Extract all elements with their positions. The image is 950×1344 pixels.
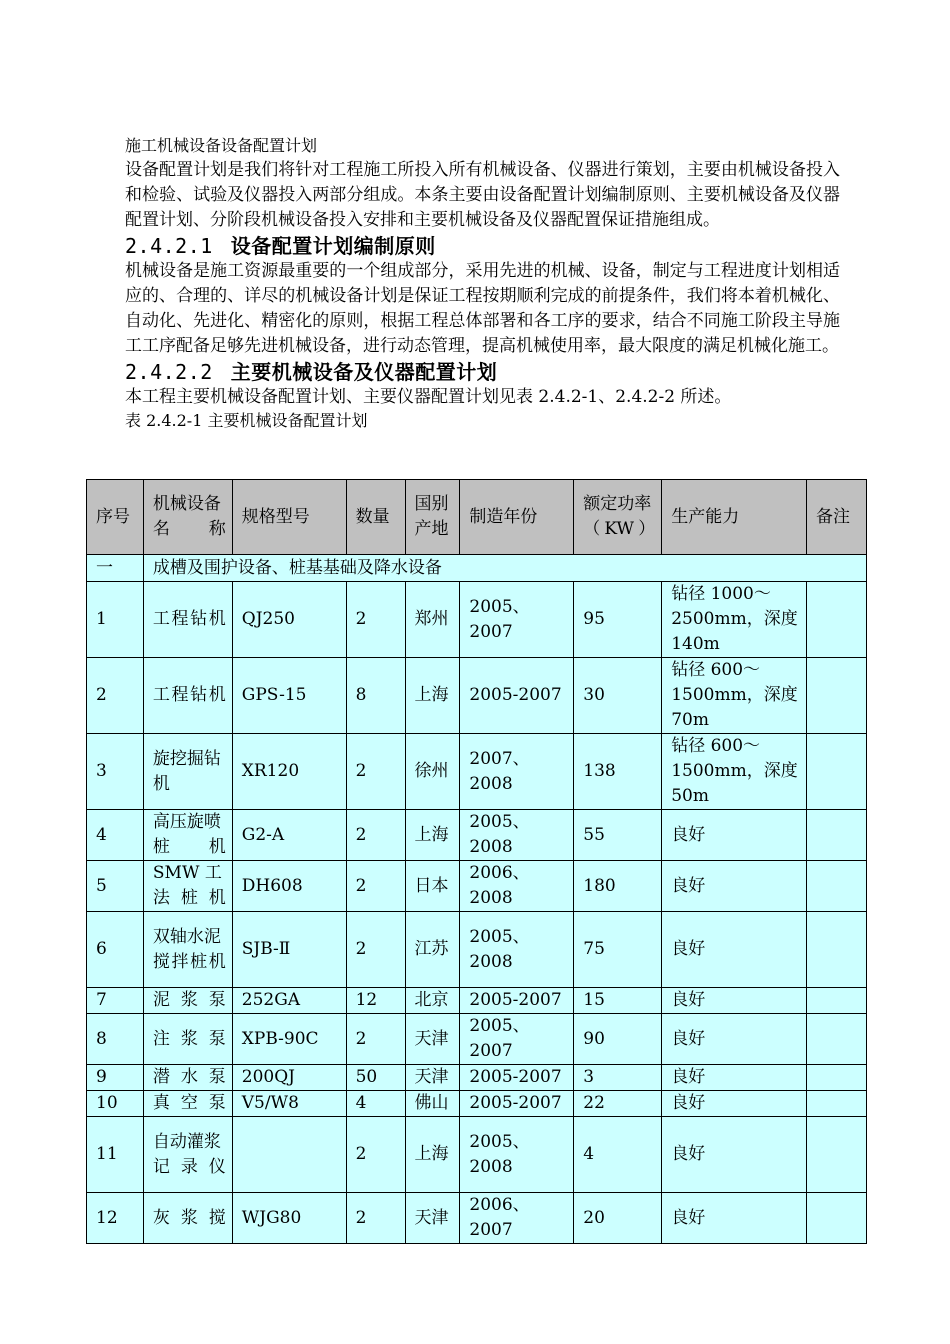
header-name: 机械设备名称	[143, 480, 232, 555]
cell-year: 2005-2007	[460, 658, 574, 734]
cell-qty: 2	[346, 861, 405, 912]
cell-name: SMW 工法桩机	[143, 861, 232, 912]
cell-model: SJB-Ⅱ	[232, 912, 346, 988]
cell-capacity: 良好	[662, 1117, 807, 1193]
header-year: 制造年份	[460, 480, 574, 555]
cell-year: 2006、2007	[460, 1193, 574, 1244]
cell-power: 22	[574, 1091, 662, 1117]
table-row	[87, 1193, 867, 1244]
cell-year: 2005、2007	[460, 1014, 574, 1065]
cell-seq: 2	[87, 658, 144, 734]
cell-seq: 10	[87, 1091, 144, 1117]
cell-year: 2007、2008	[460, 734, 574, 810]
cell-qty: 2	[346, 734, 405, 810]
cell-capacity: 良好	[662, 1193, 807, 1244]
table-row	[87, 734, 867, 810]
cell-qty: 2	[346, 582, 405, 658]
cell-name: 潜水泵	[143, 1065, 232, 1091]
cell-name: 工程钻机	[143, 658, 232, 734]
cell-qty: 2	[346, 1014, 405, 1065]
cell-year: 2005-2007	[460, 1065, 574, 1091]
cell-capacity: 良好	[662, 1065, 807, 1091]
cell-model: QJ250	[232, 582, 346, 658]
cell-power: 180	[574, 861, 662, 912]
cell-qty: 2	[346, 810, 405, 861]
cell-remark	[807, 810, 867, 861]
cell-name: 真空泵	[143, 1091, 232, 1117]
header-qty: 数量	[346, 480, 405, 555]
section-heading-2	[125, 359, 840, 385]
header-seq: 序号	[87, 480, 144, 555]
cell-capacity: 钻径 600～1500mm，深度70m	[662, 658, 807, 734]
table-row	[87, 658, 867, 734]
section-title-1: 设备配置计划编制原则	[230, 234, 436, 258]
cell-seq: 6	[87, 912, 144, 988]
cell-model: 200QJ	[232, 1065, 346, 1091]
document-body	[125, 134, 840, 432]
cell-power: 3	[574, 1065, 662, 1091]
table-row	[87, 912, 867, 988]
cell-capacity: 良好	[662, 810, 807, 861]
cell-seq: 7	[87, 988, 144, 1014]
cell-model: G2-A	[232, 810, 346, 861]
cell-capacity: 良好	[662, 1091, 807, 1117]
cell-year: 2006、2008	[460, 861, 574, 912]
cell-capacity: 钻径 1000～2500mm，深度140m	[662, 582, 807, 658]
section-paragraph-2: 本工程主要机械设备配置计划、主要仪器配置计划见表 2.4.2-1、2.4.2-2 所述。	[125, 387, 732, 407]
table-row	[87, 810, 867, 861]
section-paragraph-1: 机械设备是施工资源最重要的一个组成部分，采用先进的机械、设备，制定与工程进度计划相适应的、合理的、详尽的机械设备计划是保证工程按期顺利完成的前提条件，我们将本着机械化、自动化、先进化、精密化的原则，根据工程总体部署和各工序的要求，结合不同施工阶段主导施工工序配备足够先进机械设备，进行动态管理，提高机械使用率，最大限度的满足机械化施工。	[125, 261, 840, 356]
header-power: 额定功率（KW）	[574, 480, 662, 555]
cell-capacity: 钻径 600～1500mm，深度50m	[662, 734, 807, 810]
cell-qty: 2	[346, 912, 405, 988]
cell-model: WJG80	[232, 1193, 346, 1244]
cell-qty: 8	[346, 658, 405, 734]
cell-seq: 3	[87, 734, 144, 810]
table-row	[87, 988, 867, 1014]
cell-seq: 8	[87, 1014, 144, 1065]
cell-power: 4	[574, 1117, 662, 1193]
intro-paragraph: 设备配置计划是我们将针对工程施工所投入所有机械设备、仪器进行策划，主要由机械设备投入和检验、试验及仪器投入两部分组成。本条主要由设备配置计划编制原则、主要机械设备及仪器配置计划、分阶段机械设备投入安排和主要机械设备及仪器配置保证措施组成。	[125, 160, 840, 230]
cell-remark	[807, 1091, 867, 1117]
cell-seq: 5	[87, 861, 144, 912]
cell-year: 2005、2008	[460, 810, 574, 861]
cell-year: 2005、2008	[460, 912, 574, 988]
cell-qty: 50	[346, 1065, 405, 1091]
table-row	[87, 1117, 867, 1193]
cell-power: 30	[574, 658, 662, 734]
cell-capacity: 良好	[662, 861, 807, 912]
equipment-table	[86, 479, 867, 1244]
cell-origin: 上海	[405, 1117, 460, 1193]
cell-origin: 天津	[405, 1193, 460, 1244]
cell-model: DH608	[232, 861, 346, 912]
cell-origin: 日本	[405, 861, 460, 912]
cell-qty: 4	[346, 1091, 405, 1117]
cell-remark	[807, 988, 867, 1014]
cell-model: XPB-90C	[232, 1014, 346, 1065]
section-heading-1	[125, 233, 840, 259]
cell-origin: 徐州	[405, 734, 460, 810]
cell-origin: 天津	[405, 1065, 460, 1091]
table-row	[87, 1065, 867, 1091]
cell-model: GPS-15	[232, 658, 346, 734]
cell-remark	[807, 658, 867, 734]
cell-capacity: 良好	[662, 912, 807, 988]
cell-name: 泥浆泵	[143, 988, 232, 1014]
cell-origin: 北京	[405, 988, 460, 1014]
table-row	[87, 1014, 867, 1065]
section-number-2: 2.4.2.2	[125, 360, 213, 384]
cell-origin: 上海	[405, 810, 460, 861]
cell-power: 15	[574, 988, 662, 1014]
cell-remark	[807, 1193, 867, 1244]
cell-seq: 1	[87, 582, 144, 658]
cell-year: 2005、2007	[460, 582, 574, 658]
cell-remark	[807, 1117, 867, 1193]
cell-remark	[807, 1014, 867, 1065]
table-group-row	[87, 555, 867, 582]
cell-seq: 12	[87, 1193, 144, 1244]
section-title-2: 主要机械设备及仪器配置计划	[230, 360, 498, 384]
header-capacity: 生产能力	[662, 480, 807, 555]
cell-capacity: 良好	[662, 988, 807, 1014]
cell-remark	[807, 582, 867, 658]
table-header-row	[87, 480, 867, 555]
cell-power: 75	[574, 912, 662, 988]
cell-origin: 天津	[405, 1014, 460, 1065]
header-origin: 国别产地	[405, 480, 460, 555]
cell-name: 灰浆搅	[143, 1193, 232, 1244]
cell-capacity: 良好	[662, 1014, 807, 1065]
cell-remark	[807, 861, 867, 912]
cell-power: 90	[574, 1014, 662, 1065]
cell-year: 2005、2008	[460, 1117, 574, 1193]
cell-name: 旋挖掘钻机	[143, 734, 232, 810]
cell-power: 95	[574, 582, 662, 658]
header-model: 规格型号	[232, 480, 346, 555]
cell-power: 20	[574, 1193, 662, 1244]
cell-name: 双轴水泥搅拌桩机	[143, 912, 232, 988]
cell-name: 自动灌浆记录仪	[143, 1117, 232, 1193]
cell-seq: 4	[87, 810, 144, 861]
cell-name: 高压旋喷桩机	[143, 810, 232, 861]
cell-model: XR120	[232, 734, 346, 810]
cell-year: 2005-2007	[460, 988, 574, 1014]
cell-model: 252GA	[232, 988, 346, 1014]
section-number-1: 2.4.2.1	[125, 234, 213, 258]
cell-qty: 12	[346, 988, 405, 1014]
header-remark: 备注	[807, 480, 867, 555]
cell-origin: 郑州	[405, 582, 460, 658]
cell-name: 工程钻机	[143, 582, 232, 658]
cell-name: 注浆泵	[143, 1014, 232, 1065]
cell-remark	[807, 912, 867, 988]
table-row	[87, 1091, 867, 1117]
cell-year: 2005-2007	[460, 1091, 574, 1117]
group-seq: 一	[87, 555, 144, 582]
group-label: 成槽及围护设备、桩基基础及降水设备	[143, 555, 866, 582]
table-caption: 表 2.4.2-1 主要机械设备配置计划	[125, 411, 368, 430]
cell-origin: 佛山	[405, 1091, 460, 1117]
cell-remark	[807, 734, 867, 810]
cell-qty: 2	[346, 1193, 405, 1244]
cell-model: V5/W8	[232, 1091, 346, 1117]
table-row	[87, 861, 867, 912]
cell-remark	[807, 1065, 867, 1091]
cell-qty: 2	[346, 1117, 405, 1193]
cell-origin: 上海	[405, 658, 460, 734]
cell-seq: 11	[87, 1117, 144, 1193]
cell-power: 138	[574, 734, 662, 810]
cell-model	[232, 1117, 346, 1193]
table-row	[87, 582, 867, 658]
intro-title: 施工机械设备设备配置计划	[125, 136, 318, 155]
cell-power: 55	[574, 810, 662, 861]
cell-origin: 江苏	[405, 912, 460, 988]
cell-seq: 9	[87, 1065, 144, 1091]
